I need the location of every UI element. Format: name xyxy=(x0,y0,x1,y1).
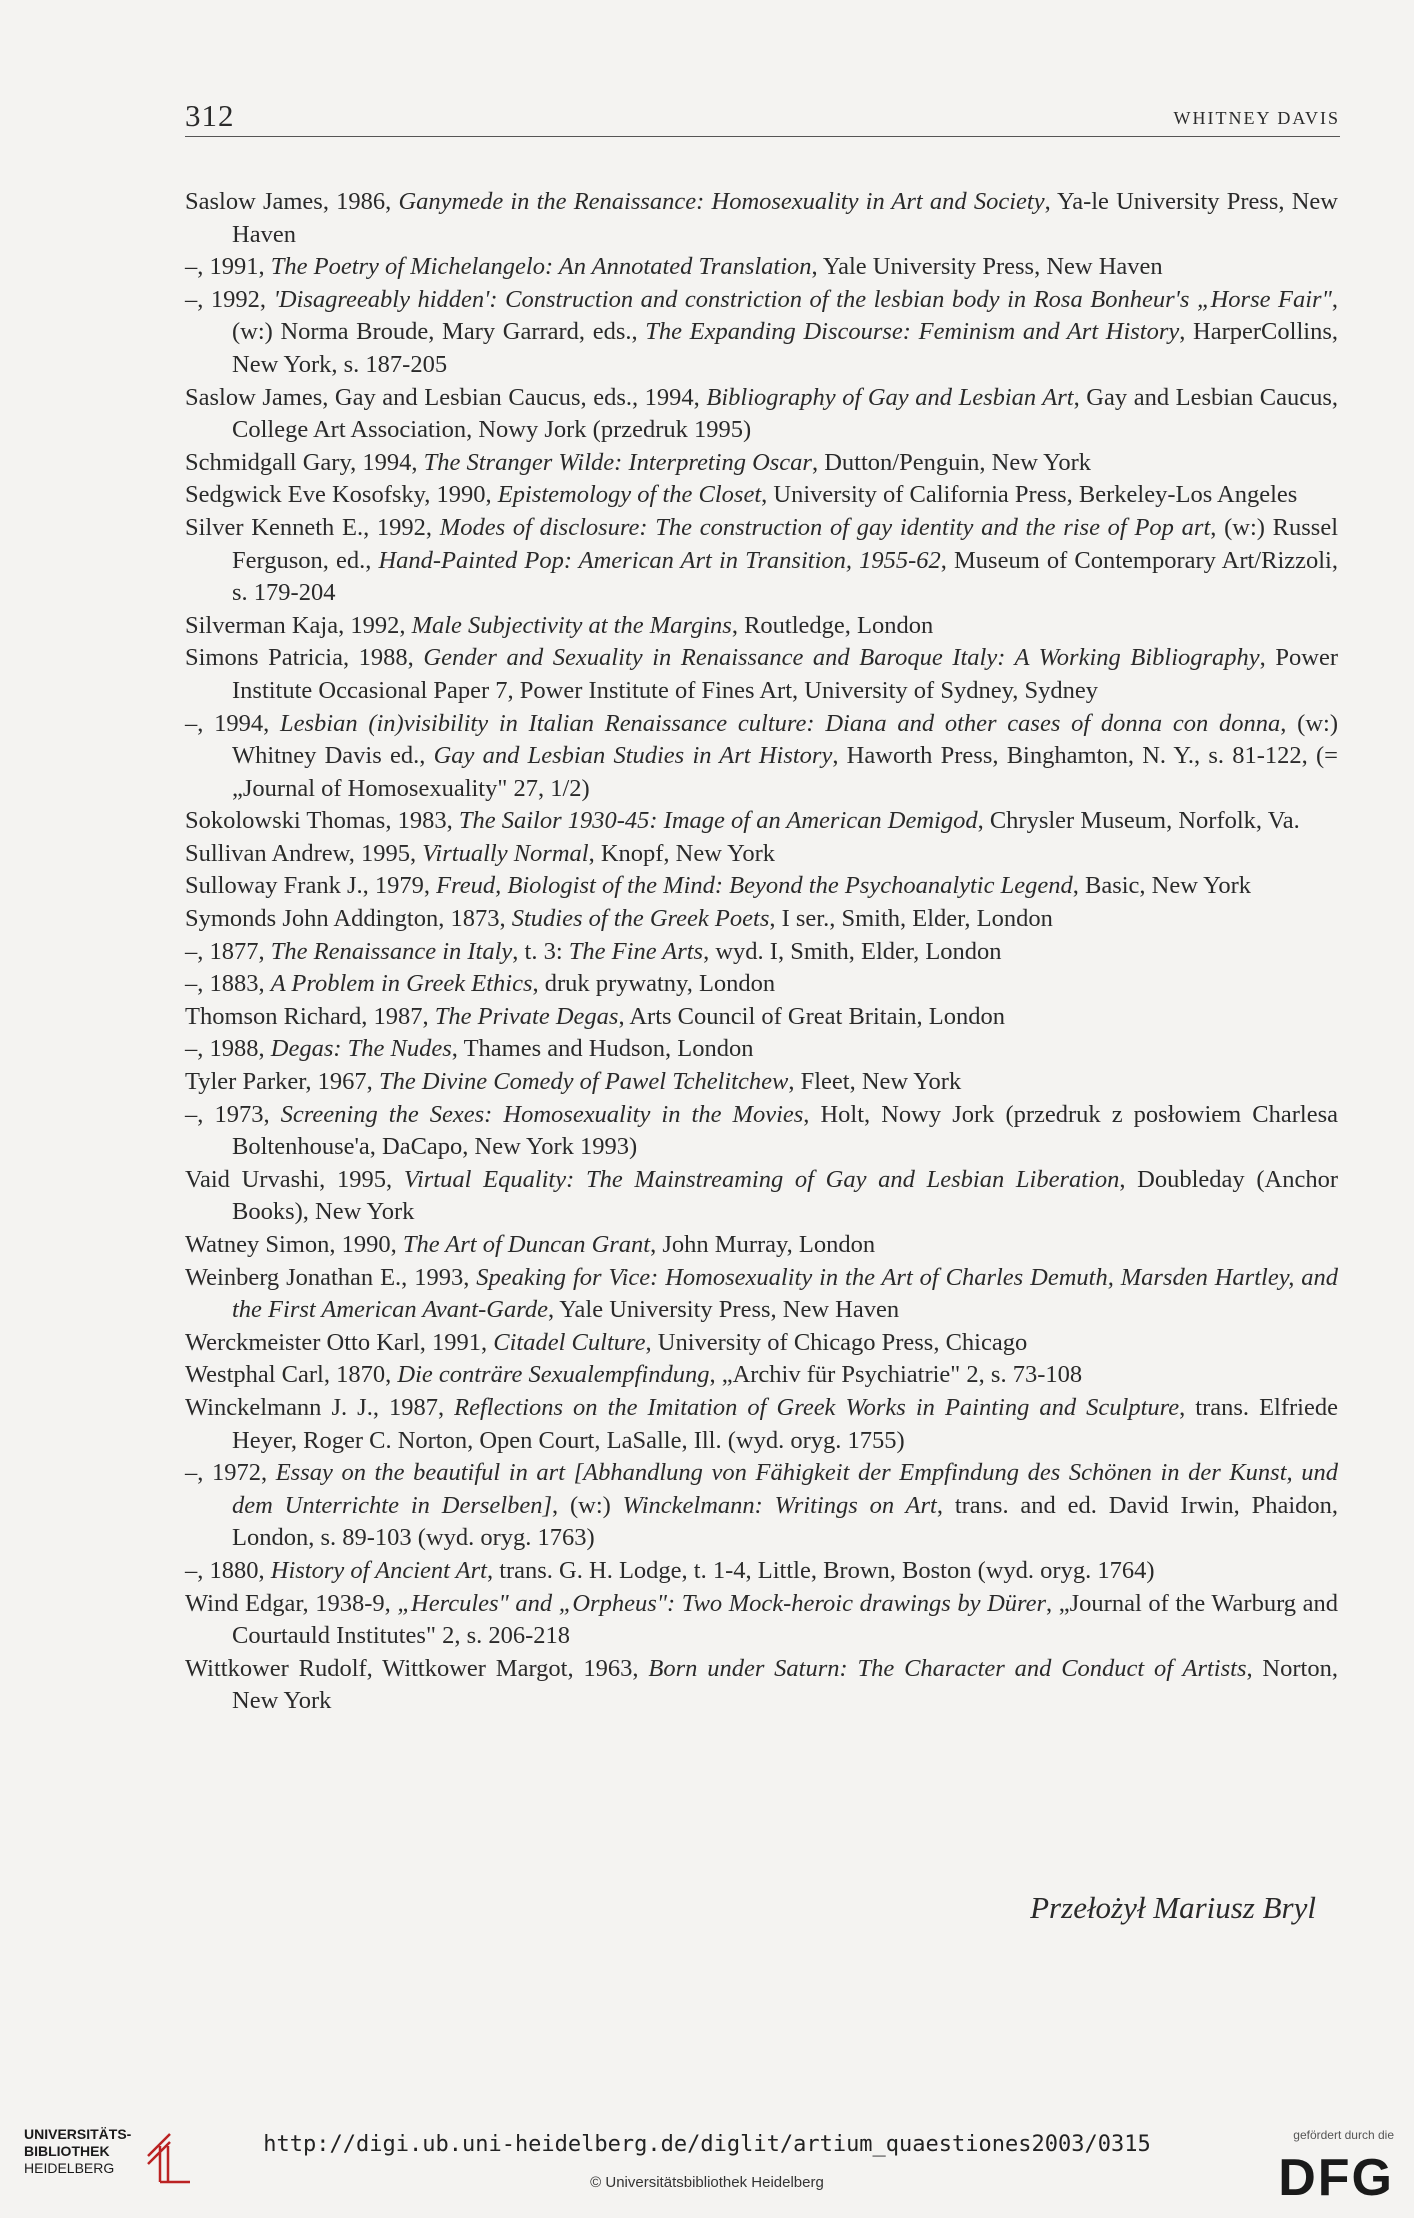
entry-text: Silver Kenneth E., 1992, xyxy=(185,513,440,541)
entry-text: , (w:) Russel Ferguson, ed., xyxy=(232,513,1339,574)
entry-text: , Arts Council of Great Britain, London xyxy=(618,1002,1005,1030)
entry-text: Vaid Urvashi, 1995, xyxy=(185,1165,404,1193)
bibliography-entry xyxy=(185,1327,1338,1360)
entry-title: The Sailor 1930-45: Image of an American Demigod xyxy=(458,807,978,835)
entry-text: , HarperCollins, New York, s. 187-205 xyxy=(232,318,1338,378)
entry-text: –, 1991, xyxy=(185,253,271,281)
bibliography-entry xyxy=(185,968,1338,1001)
entry-text: –, 1988, xyxy=(185,1035,271,1063)
entry-text: Weinberg Jonathan E., 1993, xyxy=(185,1263,477,1291)
bibliography-entry xyxy=(185,1229,1338,1262)
entry-text: –, 1883, xyxy=(185,970,271,998)
bibliography-entry xyxy=(185,1033,1338,1066)
entry-text: –, 1973, xyxy=(185,1100,281,1128)
translator-credit: Przełożył Mariusz Bryl xyxy=(1030,1890,1316,1925)
entry-title: Gay and Lesbian Studies in Art History xyxy=(433,742,833,770)
entry-text: , Yale University Press, New Haven xyxy=(547,1296,900,1324)
bibliography-entry xyxy=(185,708,1338,806)
entry-text: , Holt, Nowy Jork (przedruk z posłowiem Charlesa Boltenhouse'a, DaCapo, New York 1993) xyxy=(232,1100,1338,1161)
entry-title: Virtual Equality: The Mainstreaming of Gay and Lesbian Liberation xyxy=(403,1165,1120,1193)
entry-text: , Gay and Lesbian Caucus, College Art Association, Nowy Jork (przedruk 1995) xyxy=(232,383,1339,444)
entry-text: , Power Institute Occasional Paper 7, Power Institute of Fines Art, University of Sydney, Sydney xyxy=(232,644,1338,704)
bibliography-entry xyxy=(185,512,1338,610)
entry-title: „Hercules" and „Orpheus": Two Mock-heroic drawings by Dürer xyxy=(397,1589,1047,1617)
entry-title: Virtually Normal xyxy=(422,839,589,867)
entry-title: History of Ancient Art xyxy=(270,1556,487,1584)
entry-title: Gender and Sexuality in Renaissance and Baroque Italy: A Working Bibliography xyxy=(423,644,1260,672)
entry-text: –, 1877, xyxy=(185,937,271,965)
entry-text: –, 1880, xyxy=(185,1556,271,1584)
entry-text: Schmidgall Gary, 1994, xyxy=(185,448,424,476)
entry-title: Studies of the Greek Poets xyxy=(511,905,770,933)
entry-title: Screening the Sexes: Homosexuality in the Movies xyxy=(280,1100,804,1128)
entry-title: The Divine Comedy of Pawel Tchelitchew xyxy=(378,1068,789,1096)
logo-line: UNIVERSITÄTS- xyxy=(24,2126,132,2142)
entry-text: , trans. G. H. Lodge, t. 1-4, Little, Brown, Boston (wyd. oryg. 1764) xyxy=(486,1556,1155,1584)
entry-text: , Knopf, New York xyxy=(588,839,776,867)
entry-text: Saslow James, Gay and Lesbian Caucus, eds., 1994, xyxy=(185,383,707,411)
entry-title: The Renaissance in Italy xyxy=(270,937,513,965)
entry-text: , „Journal of the Warburg and Courtauld Institutes" 2, s. 206-218 xyxy=(232,1589,1338,1650)
entry-text: , (w:) Norma Broude, Mary Garrard, eds., xyxy=(232,285,1339,346)
copyright: © Universitätsbibliothek Heidelberg xyxy=(590,2174,824,2191)
entry-title: Epistemology of the Closet xyxy=(497,481,762,509)
entry-title: The Fine Arts xyxy=(568,937,704,965)
entry-text: , (w:) Whitney Davis ed., xyxy=(232,709,1338,770)
bibliography-entry xyxy=(185,479,1338,512)
entry-title: Male Subjectivity at the Margins xyxy=(411,611,732,639)
entry-text: Sokolowski Thomas, 1983, xyxy=(185,807,459,835)
bibliography-entry xyxy=(185,251,1338,284)
bibliography-entry xyxy=(185,610,1338,643)
bibliography-entry xyxy=(185,1001,1338,1034)
bibliography-entry xyxy=(185,870,1338,903)
page-number: 312 xyxy=(185,98,235,133)
dfg-caption: gefördert durch die xyxy=(1293,2128,1394,2142)
entry-title: Born under Saturn: The Character and Conduct of Artists xyxy=(648,1654,1247,1682)
entry-title: Bibliography of Gay and Lesbian Art xyxy=(706,383,1074,411)
entry-text: , Dutton/Penguin, New York xyxy=(811,448,1091,476)
entry-text: Winckelmann J. J., 1987, xyxy=(185,1393,455,1421)
bibliography-entry xyxy=(185,642,1338,707)
entry-title: The Stranger Wilde: Interpreting Oscar xyxy=(423,448,812,476)
entry-text: –, 1994, xyxy=(185,709,280,737)
entry-title: Die conträre Sexualempfindung xyxy=(397,1361,710,1389)
bibliography-entry xyxy=(185,1653,1338,1718)
entry-text: , trans. Elfriede Heyer, Roger C. Norton, Open Court, LaSalle, Ill. (wyd. oryg. 1755) xyxy=(232,1393,1338,1454)
bibliography-entry xyxy=(185,936,1338,969)
entry-text: , University of Chicago Press, Chicago xyxy=(645,1328,1028,1356)
entry-title: Speaking for Vice: Homosexuality in the Art of Charles Demuth, Marsden Hartley, and the First American Avant-Garde xyxy=(232,1263,1338,1324)
entry-title: Freud, Biologist of the Mind: Beyond the Psychoanalytic Legend xyxy=(436,872,1073,900)
entry-text: Sedgwick Eve Kosofsky, 1990, xyxy=(185,481,498,509)
bibliography-entry xyxy=(185,382,1338,447)
entry-text: , t. 3: xyxy=(512,937,569,965)
entry-title: 'Disagreeably hidden': Construction and constriction of the lesbian body in Rosa Bonheur's „Horse Fair" xyxy=(273,285,1332,313)
entry-text: Thomson Richard, 1987, xyxy=(185,1002,435,1030)
logo-line: HEIDELBERG xyxy=(24,2160,115,2176)
entry-title: Winckelmann: Writings on Art xyxy=(622,1491,937,1519)
bibliography-entry xyxy=(185,1457,1338,1555)
entry-text: –, 1992, xyxy=(185,285,274,313)
entry-text: , Norton, New York xyxy=(232,1654,1338,1715)
bibliography-entry xyxy=(185,1359,1338,1392)
entry-text: , „Archiv für Psychiatrie" 2, s. 73-108 xyxy=(709,1361,1083,1389)
entry-text: Wittkower Rudolf, Wittkower Margot, 1963, xyxy=(185,1654,649,1682)
bibliography-entry xyxy=(185,838,1338,871)
entry-title: Reflections on the Imitation of Greek Works in Painting and Sculpture xyxy=(454,1393,1180,1421)
entry-title: The Private Degas xyxy=(434,1002,619,1030)
entry-text: , wyd. I, Smith, Elder, London xyxy=(703,937,1002,965)
entry-title: Ganymede in the Renaissance: Homosexuality in Art and Society xyxy=(398,188,1045,215)
running-head: WHITNEY DAVIS xyxy=(1173,108,1340,128)
entry-text: , Thames and Hudson, London xyxy=(451,1035,754,1063)
entry-text: , Ya-le University Press, New Haven xyxy=(232,188,1338,248)
entry-text: Sulloway Frank J., 1979, xyxy=(185,872,437,900)
bibliography-entry xyxy=(185,805,1338,838)
entry-title: Modes of disclosure: The construction of gay identity and the rise of Pop art xyxy=(439,513,1211,541)
entry-text: Saslow James, 1986, xyxy=(185,188,399,215)
bibliography-entry xyxy=(185,903,1338,936)
entry-text: , Doubleday (Anchor Books), New York xyxy=(232,1165,1339,1226)
entry-text: Westphal Carl, 1870, xyxy=(185,1361,398,1389)
entry-text: Silverman Kaja, 1992, xyxy=(185,611,412,639)
dfg-logo: DFG xyxy=(1278,2149,1394,2207)
entry-title: Essay on the beautiful in art [Abhandlung von Fähigkeit der Empfindung des Schönen in der Kunst, und dem Unterrichte in Derselben] xyxy=(232,1459,1338,1519)
entry-text: , Yale University Press, New Haven xyxy=(811,253,1163,281)
entry-title: A Problem in Greek Ethics xyxy=(270,970,533,998)
entry-text: Wind Edgar, 1938-9, xyxy=(185,1589,398,1617)
entry-text: , John Murray, London xyxy=(650,1231,876,1258)
bibliography-entry xyxy=(185,447,1338,480)
bibliography-entry xyxy=(185,1392,1338,1457)
entry-text: , University of California Press, Berkeley-Los Angeles xyxy=(761,481,1298,509)
footer xyxy=(0,2112,1414,2218)
entry-text: , (w:) xyxy=(552,1491,623,1519)
entry-text: Simons Patricia, 1988, xyxy=(185,644,424,672)
bibliography-list xyxy=(185,186,1338,1718)
entry-title: The Art of Duncan Grant xyxy=(402,1231,651,1258)
entry-title: The Expanding Discourse: Feminism and Art History xyxy=(645,318,1180,346)
entry-text: Werckmeister Otto Karl, 1991, xyxy=(185,1328,494,1356)
entry-text: , Fleet, New York xyxy=(788,1068,962,1096)
bibliography-entry xyxy=(185,186,1338,251)
entry-title: Hand-Painted Pop: American Art in Transition, 1955-62 xyxy=(378,546,941,574)
bibliography-entry xyxy=(185,1164,1338,1229)
entry-text: , Chrysler Museum, Norfolk, Va. xyxy=(977,807,1300,835)
entry-title: Degas: The Nudes xyxy=(270,1035,452,1063)
page-header xyxy=(185,98,1340,137)
logo-line: BIBLIOTHEK xyxy=(24,2143,110,2159)
entry-text: , Museum of Contemporary Art/Rizzoli, s. 179-204 xyxy=(232,546,1338,607)
entry-title: The Poetry of Michelangelo: An Annotated Translation xyxy=(270,253,812,281)
bibliography-entry xyxy=(185,1588,1338,1653)
entry-text: , trans. and ed. David Irwin, Phaidon, London, s. 89-103 (wyd. oryg. 1763) xyxy=(232,1491,1339,1552)
entry-title: Citadel Culture xyxy=(493,1328,646,1356)
bibliography-entry xyxy=(185,1099,1338,1164)
entry-text: Tyler Parker, 1967, xyxy=(185,1068,379,1096)
entry-text: , I ser., Smith, Elder, London xyxy=(769,905,1053,933)
bibliography-entry xyxy=(185,1555,1338,1588)
bibliography-entry xyxy=(185,284,1338,382)
entry-text: Symonds John Addington, 1873, xyxy=(185,905,512,933)
bibliography-entry xyxy=(185,1262,1338,1327)
entry-title: Lesbian (in)visibility in Italian Renaissance culture: Diana and other cases of donna con donna xyxy=(280,709,1281,737)
entry-text: , Routledge, London xyxy=(731,611,934,639)
entry-text: Sullivan Andrew, 1995, xyxy=(185,839,423,867)
entry-text: , druk prywatny, London xyxy=(532,970,776,998)
entry-text: , Basic, New York xyxy=(1072,872,1252,900)
entry-text: –, 1972, xyxy=(185,1459,276,1487)
source-url-link[interactable]: http://digi.ub.uni-heidelberg.de/diglit/artium_quaestiones2003/0315 xyxy=(263,2132,1151,2157)
entry-text: Watney Simon, 1990, xyxy=(185,1231,403,1258)
entry-text: , Haworth Press, Binghamton, N. Y., s. 81-122, (= „Journal of Homosexuality" 27, 1/2) xyxy=(232,742,1338,802)
bibliography-entry xyxy=(185,1066,1338,1099)
